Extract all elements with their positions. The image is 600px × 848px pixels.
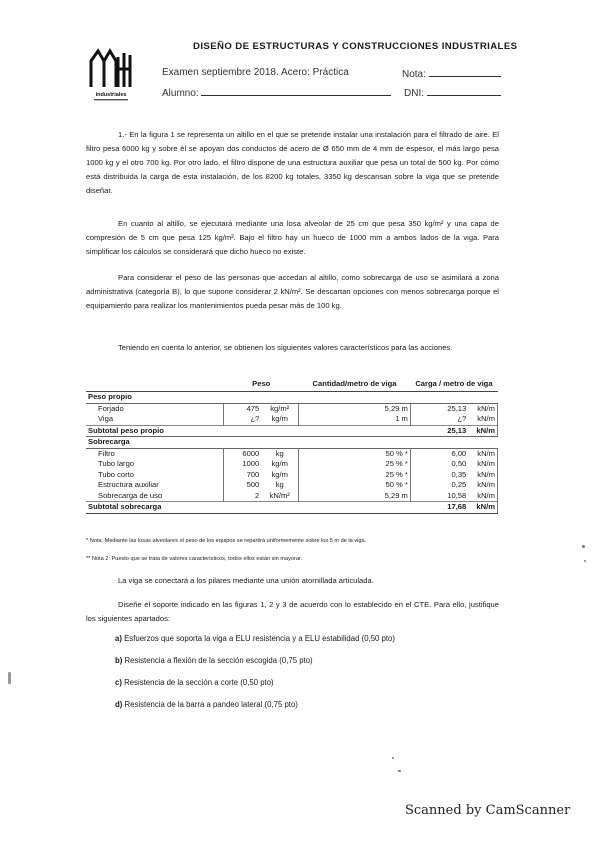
- table-row: Tubo largo 1000 kg/m 25 % * 0,50 kN/m: [86, 459, 498, 470]
- note-1: * Nota: Mediante las losas alveolares el peso de los equipos se repartirá uniformemente sobre los 5 m de la viga.: [86, 538, 367, 544]
- question-c: c) Resistencia de la sección a corte (0,50 pto): [115, 678, 274, 687]
- alumno-line: [162, 86, 391, 99]
- dni-field[interactable]: [427, 86, 501, 96]
- section-title-row: Peso propio: [86, 392, 498, 404]
- values-table: [86, 378, 498, 514]
- paragraph-instructions: Diseñe el soporte indicado en las figuras 1, 2 y 3 de acuerdo con lo establecido en el CTE. Para ello, justifique los siguientes apartados:: [86, 600, 499, 623]
- header-cantidad: Cantidad/metro de viga: [299, 378, 411, 392]
- scan-speck: [398, 770, 401, 772]
- scan-speck: [8, 672, 11, 684]
- question-a: a) Esfuerzos que soporta la viga a ELU resistencia y a ELU estabilidad (0,50 pto): [115, 634, 395, 643]
- exam-title: Examen septiembre 2018. Acero: Práctica: [162, 67, 349, 78]
- course-title: DISEÑO DE ESTRUCTURAS Y CONSTRUCCIONES INDUSTRIALES: [193, 41, 518, 52]
- logo-text: industriales: [95, 92, 127, 98]
- paragraph-4: Teniendo en cuenta lo anterior, se obtienen los siguientes valores característicos para las acciones.: [118, 343, 453, 352]
- paragraph-2: En cuanto al altillo, se ejecutará mediante una losa alveolar de 25 cm que pesa 350 kg/m² y una capa de compresión de 5 cm que pesa 125 kg/m². Bajo el filtro hay un hueco de 1000 mm a ambos lados de la viga. Para simplificar los cálculos se considerará que dicho hueco no existe.: [86, 219, 499, 256]
- nota-line: [402, 67, 501, 80]
- scan-speck: [582, 545, 585, 548]
- subtotal-row: Subtotal peso propio 25,13 kN/m: [86, 425, 498, 437]
- dni-label: DNI:: [404, 88, 424, 99]
- header-carga: Carga / metro de viga: [410, 378, 497, 392]
- dni-line: [404, 86, 501, 99]
- table-row: Filtro 6000 kg 50 % * 6,00 kN/m: [86, 448, 498, 459]
- table-row: Sobrecarga de uso 2 kN/m² 5,29 m 10,58 kN/m: [86, 491, 498, 502]
- question-b: b) Resistencia a flexión de la sección escogida (0,75 pto): [115, 656, 313, 665]
- university-logo: [88, 47, 134, 103]
- table-row: Tubo corto 700 kg/m 25 % * 0,35 kN/m: [86, 470, 498, 481]
- note-2: ** Nota 2: Puesto que se trata de valores característicos, todos ellos están sin mayorar.: [86, 556, 303, 562]
- section-title-row: Sobrecarga: [86, 437, 498, 449]
- paragraph-union: La viga se conectará a los pilares mediante una unión atornillada articulada.: [118, 576, 374, 585]
- exam-line: [162, 67, 349, 78]
- table-row: Viga ¿? kg/m 1 m ¿? kN/m: [86, 414, 498, 425]
- nota-label: Nota:: [402, 69, 426, 80]
- table-row: Forjado 475 kg/m² 5,29 m 25,13 kN/m: [86, 403, 498, 414]
- nota-field[interactable]: [429, 67, 501, 77]
- alumno-label: Alumno:: [162, 88, 199, 99]
- paragraph-3: Para considerar el peso de las personas que accedan al altillo, como sobrecarga de uso se asimilará a zona administrativa (categoría B), lo que supone considerar 2 kN/m². Se descartan opciones con menos sobrecarga porque el equipamiento para realizar los mantenimientos pueda pesar más de 100 kg.: [86, 273, 499, 310]
- alumno-field[interactable]: [201, 86, 391, 96]
- scan-speck: [584, 560, 586, 562]
- table-row: Estructura auxiliar 500 kg 50 % * 0,25 kN/m: [86, 480, 498, 491]
- scanned-watermark: Scanned by CamScanner: [405, 803, 571, 818]
- question-d: d) Resistencia de la barra a pandeo lateral (0,75 pto): [115, 700, 298, 709]
- subtotal-row: Subtotal sobrecarga 17,68 kN/m: [86, 502, 498, 514]
- paragraph-1: 1.- En la figura 1 se representa un altillo en el que se pretende instalar una instalación para el filtrado de aire. El filtro pesa 6000 kg y sobre él se apoyan dos conductos de acero de Ø 650 mm de 4 mm de espesor, el más largo pesa 1000 kg y el otro 700 kg. Por otro lado, el filtro dispone de una estructura auxiliar que pesa un total de 500 kg. Por cómo está distribuida la carga de esta instalación, de los 8200 kg totales, 3350 kg descansan sobre la viga que se pretende diseñar.: [86, 130, 499, 195]
- scan-speck: [392, 757, 394, 759]
- header-peso: Peso: [224, 378, 299, 392]
- table-header-row: [86, 378, 498, 392]
